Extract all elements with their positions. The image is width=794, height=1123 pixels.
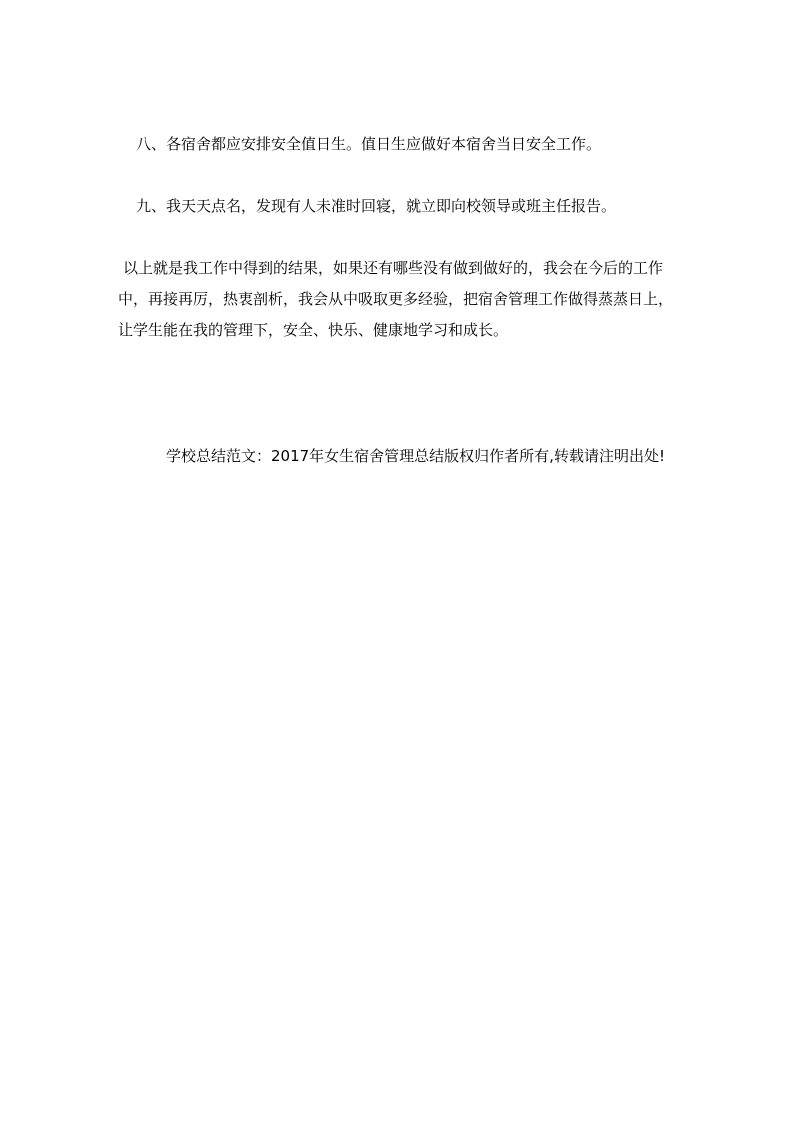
paragraph-eight: 八、各宿舍都应安排安全值日生。值日生应做好本宿舍当日安全工作。 <box>136 135 602 153</box>
paragraph-conclusion: 以上就是我工作中得到的结果，如果还有哪些没有做到做好的，我会在今后的工作中，再接再厉，热衷剖析，我会从中吸取更多经验，把宿舍管理工作做得蒸蒸日上，让学生能在我的管理下，安全、快乐、健康地学习和成长。 <box>118 259 674 339</box>
paragraph-nine: 九、我天天点名，发现有人未准时回寝，就立即向校领导或班主任报告。 <box>136 197 617 215</box>
copyright-note: 学校总结范文：2017年女生宿舍管理总结版权归作者所有,转载请注明出处! <box>166 447 665 465</box>
